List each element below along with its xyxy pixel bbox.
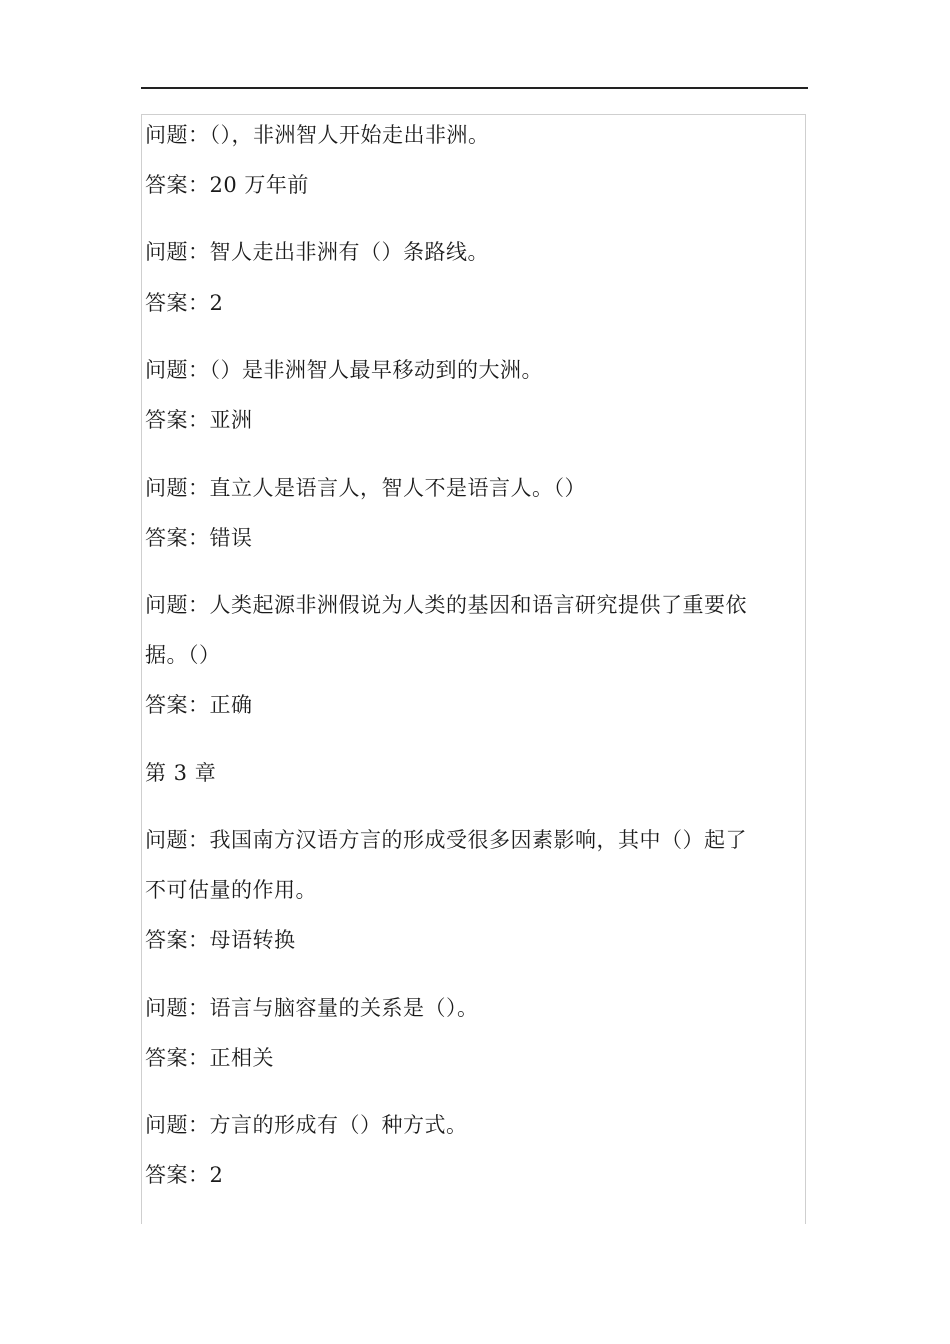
header-rule <box>141 87 808 89</box>
question-text: 问题：（），非洲智人开始走出非洲。 <box>145 123 490 147</box>
question-text: 问题：直立人是语言人，智人不是语言人。（） <box>145 476 586 500</box>
question-text: 问题：语言与脑容量的关系是（）。 <box>145 996 479 1020</box>
answer-text: 答案：2 <box>145 1163 224 1187</box>
question-text-continued: 据。（） <box>145 643 221 667</box>
chapter-heading: 第 3 章 <box>145 761 217 785</box>
question-text: 问题：智人走出非洲有（）条路线。 <box>145 240 489 264</box>
question-text-continued: 不可估量的作用。 <box>145 878 317 902</box>
question-text: 问题：方言的形成有（）种方式。 <box>145 1113 468 1137</box>
answer-text: 答案：母语转换 <box>145 928 296 952</box>
answer-text: 答案：亚洲 <box>145 408 253 432</box>
answer-text: 答案：正确 <box>145 693 253 717</box>
answer-text: 答案：20 万年前 <box>145 173 309 197</box>
answer-text: 答案：错误 <box>145 526 253 550</box>
question-text: 问题：（）是非洲智人最早移动到的大洲。 <box>145 358 543 382</box>
question-text: 问题：我国南方汉语方言的形成受很多因素影响，其中（）起了 <box>145 828 747 852</box>
answer-text: 答案：正相关 <box>145 1046 274 1070</box>
question-text: 问题：人类起源非洲假说为人类的基因和语言研究提供了重要依 <box>145 593 747 617</box>
answer-text: 答案：2 <box>145 291 224 315</box>
